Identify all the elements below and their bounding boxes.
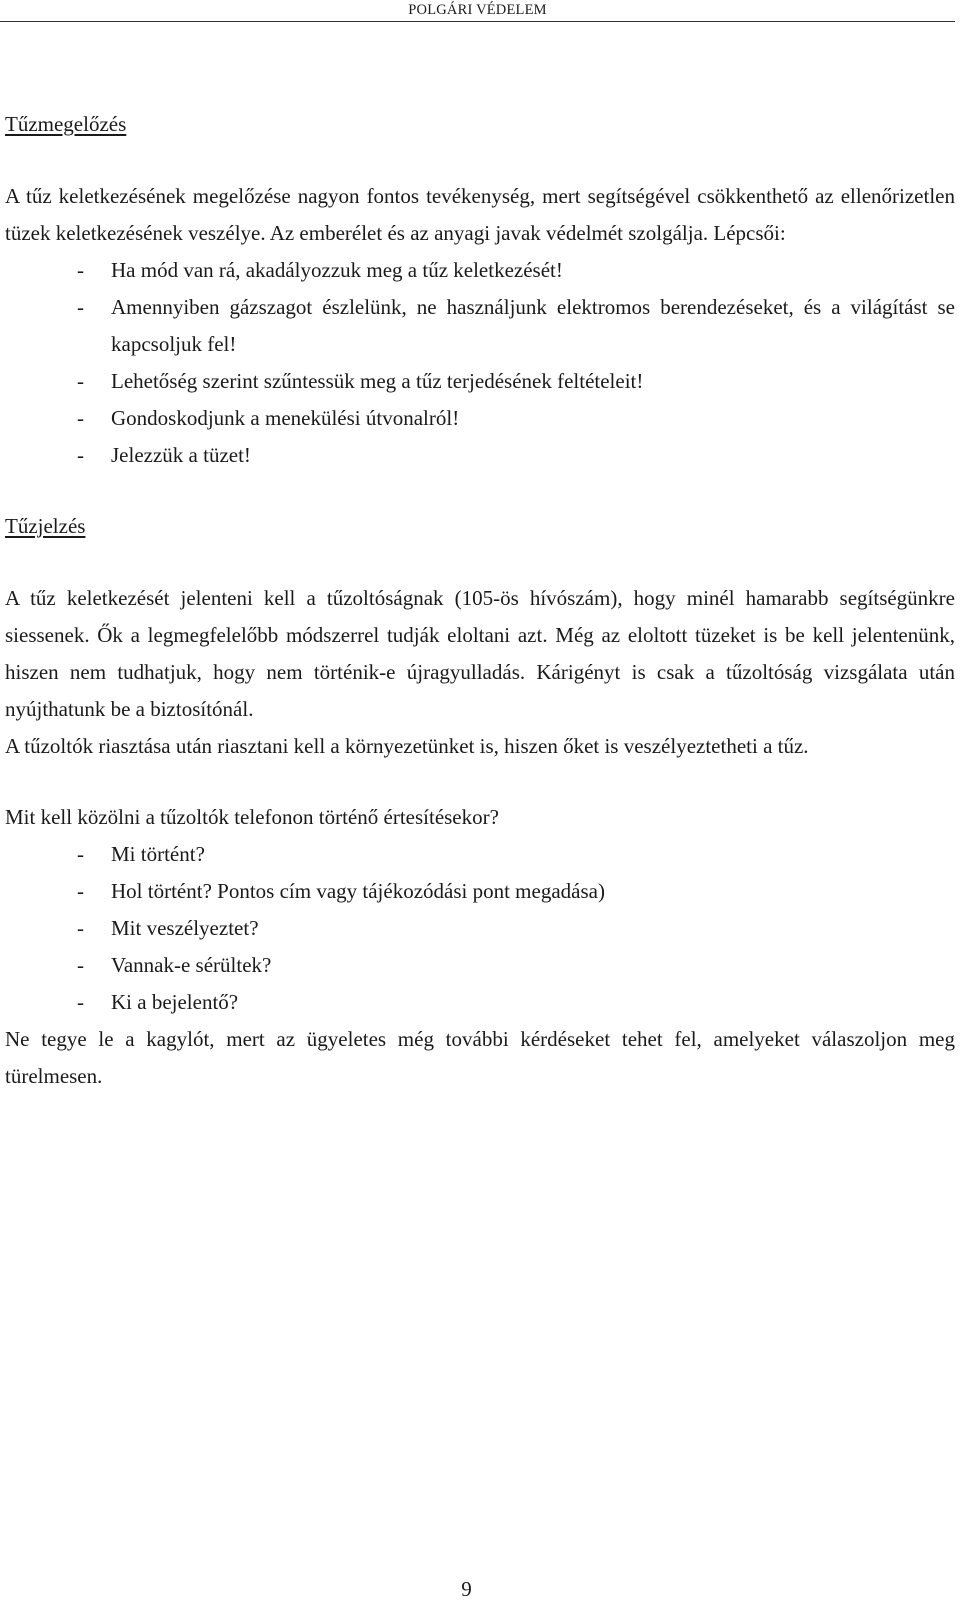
list-item: - Vannak-e sérültek? (5, 947, 955, 984)
section-heading-fire-prevention: Tűzmegelőzés (5, 112, 127, 136)
list-item: - Hol történt? Pontos cím vagy tájékozódási pont megadása) (5, 873, 955, 910)
list-item: - Jelezzük a tüzet! (5, 437, 955, 474)
spacer (5, 545, 955, 580)
page-number: 9 (461, 1577, 472, 1601)
call-info-list (5, 836, 955, 1021)
list-item: - Ha mód van rá, akadályozzuk meg a tűz keletkezését! (5, 252, 955, 289)
closing-paragraph: Ne tegye le a kagylót, mert az ügyeletes még további kérdéseket tehet fel, amelyeket válaszoljon meg türelmesen. (5, 1027, 955, 1088)
reporting-paragraph: A tűz keletkezését jelenteni kell a tűzoltóságnak (105-ös hívószám), hogy minél hamarabb segítségünkre siessenek. Ők a legmegfelelőbb módszerrel tudják eloltani azt. Még az eloltott tüzeket is be kell jelentenünk, hiszen nem tudhatjuk, hogy nem történik-e újragyulladás. Kárigényt is csak a tűzoltóság vizsgálata után nyújthatunk be a biztosítónál. (5, 586, 955, 721)
list-item: - Mi történt? (5, 836, 955, 873)
prevention-steps-list (5, 252, 955, 474)
section-heading-fire-alarm: Tűzjelzés (5, 514, 86, 538)
list-item: - Lehetőség szerint szűntessük meg a tűz terjedésének feltételeit! (5, 363, 955, 400)
list-item: - Gondoskodjunk a menekülési útvonalról! (5, 400, 955, 437)
list-item: - Amennyiben gázszagot észlelünk, ne használjunk elektromos berendezéseket, és a világítást se kapcsoljuk fel! (5, 289, 955, 363)
document-body (5, 106, 955, 1095)
running-header: POLGÁRI VÉDELEM (0, 2, 955, 22)
list-item: - Ki a bejelentő? (5, 984, 955, 1021)
intro-paragraph: A tűz keletkezésének megelőzése nagyon fontos tevékenység, mert segítségével csökkenthető az ellenőrizetlen tüzek keletkezésének veszélye. Az emberélet és az anyagi javak védelmét szolgálja. Lépcsői: (5, 184, 955, 245)
call-question: Mit kell közölni a tűzoltók telefonon történő értesítésekor? (5, 805, 499, 829)
spacer (5, 474, 955, 508)
spacer (5, 143, 955, 178)
list-item: - Mit veszélyeztet? (5, 910, 955, 947)
alert-neighbors-paragraph: A tűzoltók riasztása után riasztani kell a környezetünket is, hiszen őket is veszélyeztetheti a tűz. (5, 734, 809, 758)
spacer (5, 765, 955, 799)
